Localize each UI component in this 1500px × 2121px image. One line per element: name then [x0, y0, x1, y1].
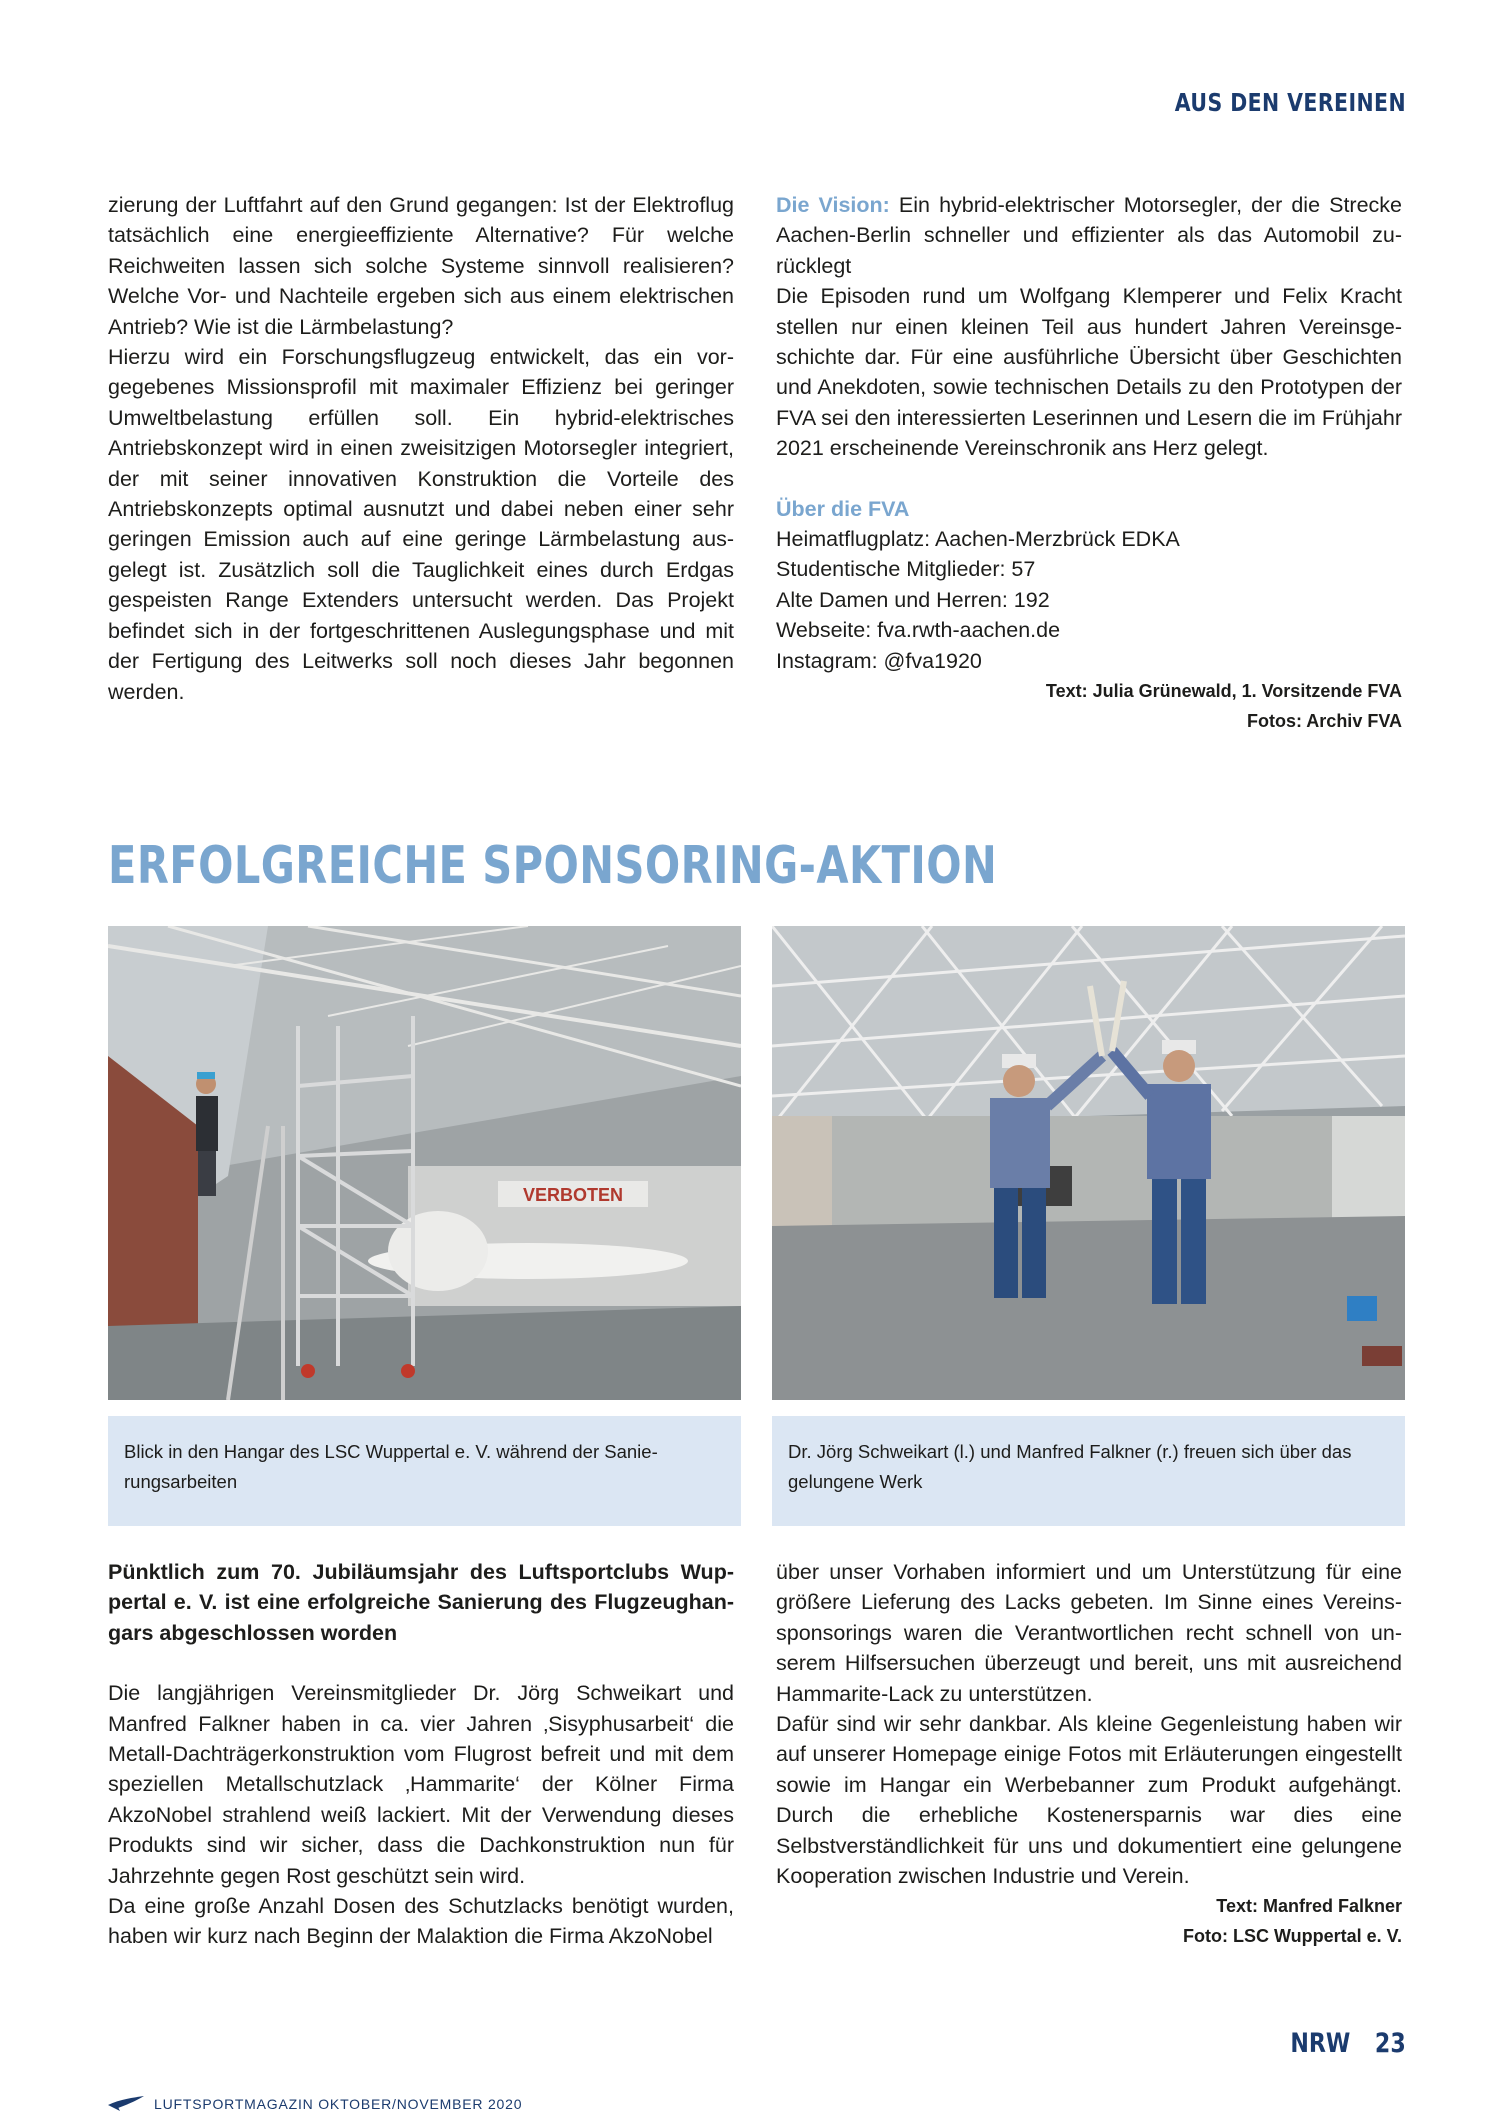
- paragraph: Da eine große Anzahl Dosen des Schutzlacks benötigt wurden, haben wir kurz nach Beginn der Malaktion die Firma AkzoNobel: [108, 1894, 734, 1949]
- region-label: NRW: [1290, 2028, 1351, 2059]
- section-label: AUS DEN VEREINEN: [1174, 88, 1406, 117]
- paragraph: Die Episoden rund um Wolfgang Klemperer und Felix Kracht stellen nur einen kleinen Teil aus hundert Jahren Vereinsgeschichte dar. Für eine ausführliche Übersicht über Geschichten und Anekdoten, sowie technischen Details zu den Prototypen der FVA sei den interessierten Leserinnen und Lesern die im Frühjahr 2021 erscheinende Vereinschronik ans Herz gelegt.: [776, 284, 1402, 461]
- paragraph: zierung der Luftfahrt auf den Grund gegangen: Ist der Elektroflug tatsächlich eine energieeffiziente Alternative? Für welche Reichweiten lassen sich solche Systeme sinnvoll realisieren? Welche Vor- und Nachteile ergeben sich aus einem elektrischen Antrieb? Wie ist die Lärmbelastung?: [108, 193, 734, 339]
- photo-caption-right: Dr. Jörg Schweikart (l.) und Manfred Falkner (r.) freuen sich über das gelungene Werk: [772, 1416, 1405, 1526]
- credit-text: Text: Manfred Falkner: [1216, 1896, 1402, 1917]
- page-number: 23: [1375, 2028, 1406, 2059]
- vision-paragraph: [776, 190, 1402, 281]
- credit-photo: Foto: LSC Wuppertal e. V.: [1182, 1926, 1402, 1947]
- fact-line: Heimatflugplatz: Aachen-Merzbrück EDKA: [776, 527, 1180, 552]
- footer-page: [1291, 2028, 1406, 2059]
- hangar-photo: [108, 926, 741, 1400]
- fact-line: Alte Damen und Herren: 192: [776, 587, 1050, 612]
- top-right-column: [776, 190, 1402, 736]
- article-right-column: [776, 1557, 1402, 1951]
- vision-label: Die Vision:: [776, 193, 890, 217]
- article-headline: ERFOLGREICHE SPONSORING-AKTION: [108, 836, 998, 896]
- hangar-photo-image: [108, 926, 741, 1400]
- footer-magazine: [108, 2092, 522, 2116]
- paragraph: Die langjährigen Vereinsmitglieder Dr. Jörg Schweikart und Manfred Falkner haben in ca. vier Jahren ‚Sisyphusarbeit‘ die Metall-Dachträgerkonstruktion vom Flugrost befreit und mit dem speziellen Metallschutzlack ‚Hammarite‘ der Kölner Firma AkzoNobel strahlend weiß lackiert. Mit der Verwendung dieses Produkts sind wir sicher, dass die Dachkonstruktion nun für Jahrzehnte gegen Rost geschützt sein wird.: [108, 1681, 734, 1888]
- wing-logo-icon: [108, 2096, 144, 2112]
- photo-caption-left: Blick in den Hangar des LSC Wuppertal e. V. während der Sanierungsarbeiten: [108, 1416, 741, 1526]
- credit-photos: Fotos: Archiv FVA: [1246, 711, 1402, 732]
- article-left-column: [108, 1557, 734, 1952]
- about-heading: Über die FVA: [776, 496, 910, 521]
- credit-text: Text: Julia Grünewald, 1. Vorsitzende FVA: [1045, 681, 1402, 702]
- hangar-sign-text: VERBOTEN: [522, 1185, 624, 1205]
- fact-line: Webseite: fva.rwth-aachen.de: [776, 618, 1061, 643]
- magazine-name: LUFTSPORTMAGAZIN OKTOBER/NOVEMBER 2020: [154, 2096, 523, 2112]
- members-photo-image: [772, 926, 1405, 1400]
- top-left-column: [108, 190, 734, 707]
- members-photo: [772, 926, 1405, 1400]
- paragraph: Dafür sind wir sehr dankbar. Als kleine Gegenleistung haben wir auf unserer Homepage einige Fotos mit Erläuterungen eingestellt sowie im Hangar ein Werbebanner zum Produkt aufgehängt. Durch die erhebliche Kostenersparnis war dies eine Selbstverständlichkeit für uns und dokumentiert eine gelungene Kooperation zwischen Industrie und Verein.: [776, 1712, 1402, 1889]
- paragraph: über unser Vorhaben informiert und um Unterstützung für eine größere Lieferung des Lacks gebeten. Im Sinne eines Vereinssponsorings waren die Verantwortlichen recht schnell von unserem Hilfsersuchen überzeugt und bereit, uns mit ausreichend Hammarite-Lack zu unterstützen.: [776, 1560, 1402, 1706]
- vision-text: Ein hybrid-elektrischer Motorsegler, der die Strecke Aachen-Berlin schneller und effizienter als das Automobil zurücklegt: [776, 193, 1402, 278]
- fact-line: Instagram: @fva1920: [776, 648, 982, 673]
- fact-line: Studentische Mitglieder: 57: [776, 557, 1036, 582]
- article-intro: Pünktlich zum 70. Jubiläumsjahr des Luftsportclubs Wuppertal e. V. ist eine erfolgreiche Sanierung des Flugzeughangars abgeschlossen worden: [108, 1560, 734, 1645]
- paragraph: Hierzu wird ein Forschungsflugzeug entwickelt, das ein vorgegebenes Missionsprofil mit maximaler Effizienz bei geringer Umweltbelastung erfüllen soll. Ein hybrid-elektrisches Antriebskonzept wird in einen zweisitzigen Motorsegler integriert, der mit seiner innovativen Konstruktion die Vorteile des Antriebskonzepts optimal ausnutzt und dabei neben einer sehr geringen Emission auch auf eine geringe Lärmbelastung ausgelegt ist. Zusätzlich soll die Tauglichkeit eines durch Erdgas gespeisten Range Extenders untersucht werden. Das Projekt befindet sich in der fortgeschrittenen Auslegungsphase und mit der Fertigung des Leitwerks soll noch dieses Jahr begonnen werden.: [108, 345, 734, 704]
